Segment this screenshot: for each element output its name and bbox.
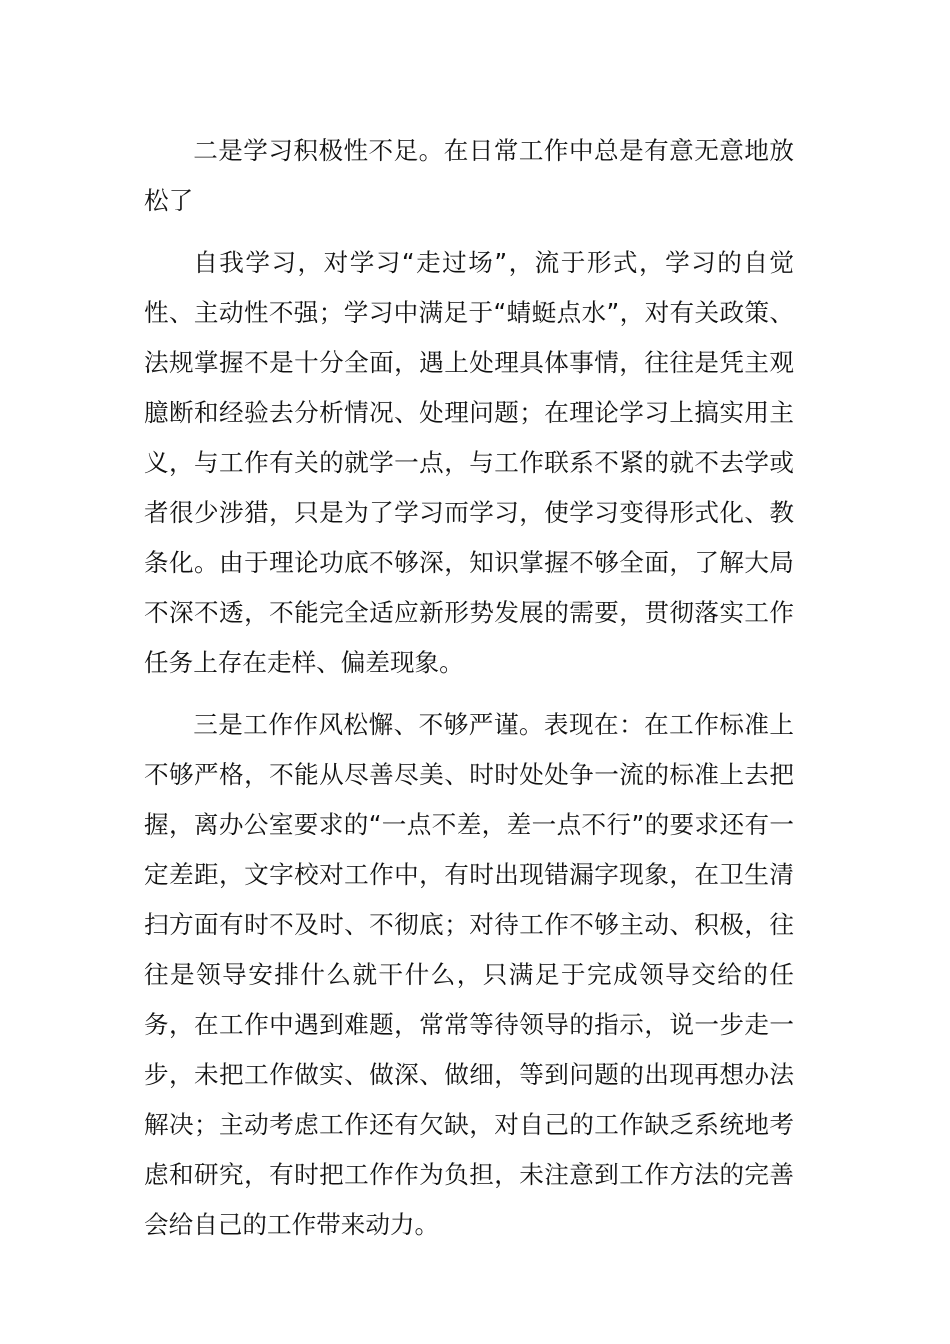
paragraph-study-enthusiasm-body: 自我学习，对学习“走过场”，流于形式，学习的自觉性、主动性不强；学习中满足于“蜻蜓点水”，对有关政策、法规掌握不是十分全面，遇上处理具体事情，往往是凭主观臆断和经验去分析情况、处理问题；在理论学习上搞实用主义，与工作有关的就学一点，与工作联系不紧的就不去学或者很少涉猎，只是为了学习而学习，使学习变得形式化、教条化。由于理论功底不够深，知识掌握不够全面，了解大局不深不透，不能完全适应新形势发展的需要，贯彻落实工作任务上存在走样、偏差现象。: [144, 248, 794, 677]
paragraph-work-style: 三是工作作风松懈、不够严谨。表现在：在工作标准上不够严格，不能从尽善尽美、时时处处争一流的标准上去把握，离办公室要求的“一点不差，差一点不行”的要求还有一定差距，文字校对工作中，有时出现错漏字现象，在卫生清扫方面有时不及时、不彻底；对待工作不够主动、积极，往往是领导安排什么就干什么，只满足于完成领导交给的任务，在工作中遇到难题，常常等待领导的指示，说一步走一步，未把工作做实、做深、做细，等到问题的出现再想办法解决；主动考虑工作还有欠缺，对自己的工作缺乏系统地考虑和研究，有时把工作作为负担，未注意到工作方法的完善会给自己的工作带来动力。: [144, 710, 794, 1239]
paragraph-study-enthusiasm-heading: 二是学习积极性不足。在日常工作中总是有意无意地放松了: [144, 136, 794, 215]
document-body: [144, 126, 794, 1262]
